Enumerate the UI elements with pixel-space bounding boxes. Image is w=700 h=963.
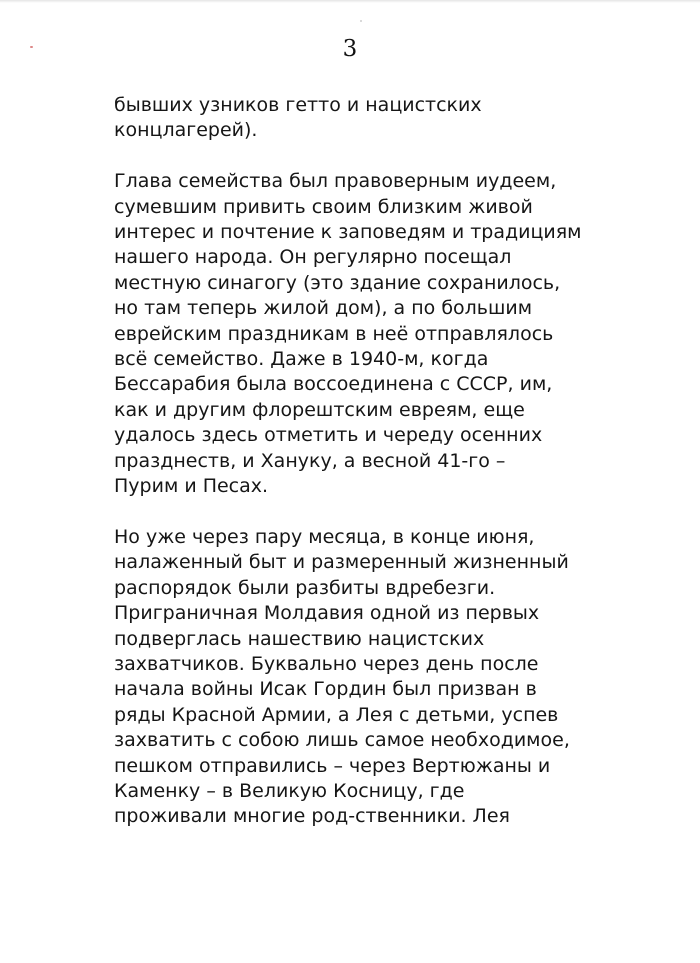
text-line: Каменку – в Великую Косницу, где [114,779,465,802]
paragraph-2 [114,169,634,499]
text-line: подверглась нашествию нацистских [114,627,485,650]
text-line: местную синагогу (это здание сохранилось, [114,271,561,294]
text-line: начала войны Исак Гордин был призван в [114,678,537,701]
text-line: захватчиков. Буквально через день после [114,652,539,675]
text-line: захватить с собою лишь самое необходимое, [114,729,570,752]
scan-speck [360,20,362,22]
text-line: Пурим и Песах. [114,475,269,498]
paragraph-1 [114,93,634,144]
text-line: еврейским праздникам в неё отправлялось [114,322,554,345]
page-number: 3 [342,36,358,62]
text-line: Но уже через пару месяца, в конце июня, [114,525,535,548]
text-line: удалось здесь отметить и череду осенних [114,424,543,447]
text-line: проживали многие род-ственники. Лея [114,805,510,828]
text-line: всё семейство. Даже в 1940-м, когда [114,348,489,371]
text-line: распорядок были разбиты вдребезги. [114,576,496,599]
text-line: концлагерей). [114,119,258,142]
text-line: празднеств, и Хануку, а весной 41-го – [114,449,506,472]
text-line: Бессарабия была воссоединена с СССР, им, [114,373,553,396]
text-line: Приграничная Молдавия одной из первых [114,602,540,625]
text-line: как и другим флорештским евреям, еще [114,398,525,421]
text-line: сумевшим привить своим близким живой [114,195,533,218]
text-line: Глава семейства был правоверным иудеем, [114,170,557,193]
text-line: налаженный быт и размеренный жизненный [114,551,569,574]
text-line: интерес и почтение к заповедям и традициям [114,221,582,244]
text-line: но там теперь жилой дом), а по большим [114,297,533,320]
paragraph-3 [114,525,634,830]
text-line: пешком отправились – через Вертюжаны и [114,754,551,777]
paragraph-gap [114,499,634,524]
text-line: бывших узников гетто и нацистских [114,94,482,116]
paragraph-gap [114,144,634,169]
text-line: ряды Красной Армии, а Лея с детьми, успев [114,703,559,726]
text-line: нашего народа. Он регулярно посещал [114,246,512,269]
scan-top-edge [0,0,700,3]
body-text [114,93,634,830]
